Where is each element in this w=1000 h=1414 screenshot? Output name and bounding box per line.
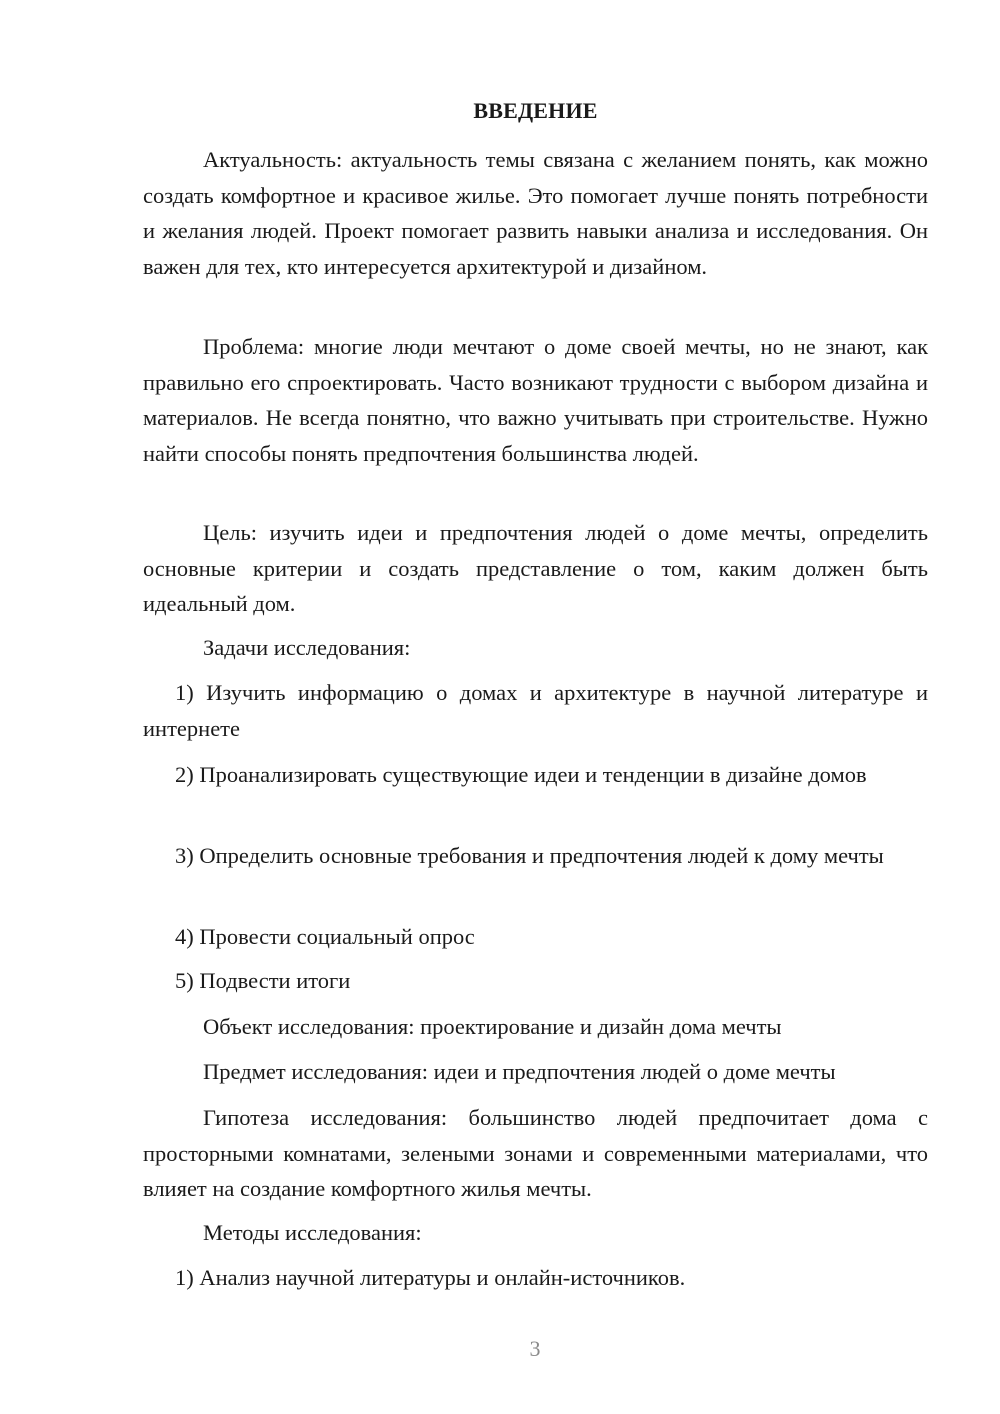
page-number: 3	[529, 1336, 541, 1361]
page-title: ВВЕДЕНИЕ	[473, 98, 598, 123]
subject-paragraph: Предмет исследования: идеи и предпочтения людей о доме мечты	[203, 1059, 836, 1084]
task-item-1: 1) Изучить информацию о домах и архитектуре в научной литературе и интернете	[143, 680, 928, 741]
task-item-4: 4) Провести социальный опрос	[175, 924, 475, 949]
hypothesis-paragraph: Гипотеза исследования: большинство людей предпочитает дома с просторными комнатами, зелеными зонами и современными материалами, что влияет на создание комфортного жилья мечты.	[143, 1105, 928, 1201]
object-paragraph: Объект исследования: проектирование и дизайн дома мечты	[203, 1014, 782, 1039]
problem-paragraph: Проблема: многие люди мечтают о доме своей мечты, но не знают, как правильно его спроектировать. Часто возникают трудности с выбором дизайна и материалов. Не всегда понятно, что важно учитывать при строительстве. Нужно найти способы понять предпочтения большинства людей.	[143, 334, 928, 466]
task-item-2: 2) Проанализировать существующие идеи и тенденции в дизайне домов	[175, 762, 867, 787]
methods-heading: Методы исследования:	[203, 1220, 422, 1245]
tasks-heading: Задачи исследования:	[203, 635, 411, 660]
goal-paragraph: Цель: изучить идеи и предпочтения людей о доме мечты, определить основные критерии и создать представление о том, каким должен быть идеальный дом.	[143, 520, 928, 616]
method-item-1: 1) Анализ научной литературы и онлайн-источников.	[175, 1265, 686, 1290]
task-item-3: 3) Определить основные требования и предпочтения людей к дому мечты	[175, 843, 884, 868]
relevance-paragraph: Актуальность: актуальность темы связана с желанием понять, как можно создать комфортное и красивое жилье. Это помогает лучше понять потребности и желания людей. Проект помогает развить навыки анализа и исследования. Он важен для тех, кто интересуется архитектурой и дизайном.	[143, 147, 928, 279]
task-item-5: 5) Подвести итоги	[175, 968, 351, 993]
